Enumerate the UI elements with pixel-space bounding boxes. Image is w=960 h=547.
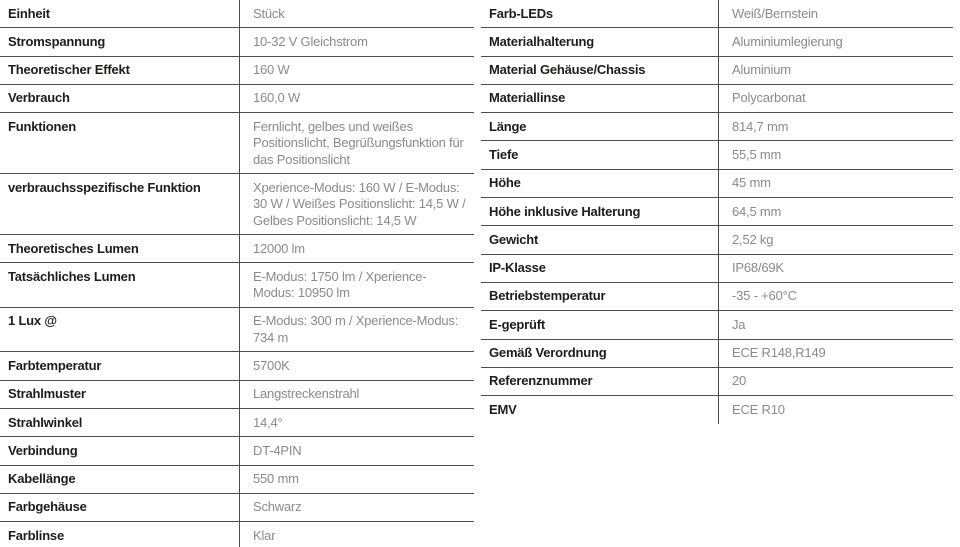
spec-value: E-Modus: 1750 lm / Xperience-Modus: 10950 lm bbox=[239, 263, 474, 307]
spec-row bbox=[0, 0, 474, 28]
spec-row bbox=[481, 85, 953, 113]
spec-label: Betriebstemperatur bbox=[489, 288, 606, 304]
spec-label: Einheit bbox=[8, 5, 50, 21]
spec-value: 160,0 W bbox=[239, 85, 474, 112]
spec-label: Materialhalterung bbox=[489, 33, 594, 49]
spec-label: 1 Lux @ bbox=[8, 313, 57, 329]
spec-row bbox=[0, 466, 474, 494]
spec-row bbox=[0, 409, 474, 437]
spec-label: Farbgehäuse bbox=[8, 499, 87, 515]
spec-label: Farb-LEDs bbox=[489, 5, 553, 21]
spec-label: Höhe inklusive Halterung bbox=[489, 203, 641, 219]
spec-value: E-Modus: 300 m / Xperience-Modus: 734 m bbox=[239, 308, 474, 352]
spec-row bbox=[0, 308, 474, 353]
spec-label: Länge bbox=[489, 118, 527, 134]
spec-label: Referenznummer bbox=[489, 373, 593, 389]
spec-value: ECE R148,R149 bbox=[718, 340, 953, 367]
spec-label: Stromspannung bbox=[8, 33, 106, 49]
spec-label: Gemäß Verordnung bbox=[489, 345, 607, 361]
spec-row bbox=[0, 494, 474, 522]
spec-row bbox=[0, 174, 474, 235]
spec-value: Ja bbox=[718, 311, 953, 338]
spec-value: 55,5 mm bbox=[718, 141, 953, 168]
spec-value: ECE R10 bbox=[718, 396, 953, 424]
spec-row bbox=[481, 311, 953, 339]
spec-row bbox=[0, 522, 474, 547]
spec-value: 14,4° bbox=[239, 409, 474, 436]
spec-value: Langstreckenstrahl bbox=[239, 381, 474, 408]
spec-label: Tatsächliches Lumen bbox=[8, 268, 136, 284]
spec-value: 5700K bbox=[239, 352, 474, 379]
spec-label: EMV bbox=[489, 401, 517, 417]
spec-value: 550 mm bbox=[239, 466, 474, 493]
spec-row bbox=[0, 85, 474, 113]
spec-row bbox=[481, 396, 953, 424]
spec-label: Tiefe bbox=[489, 146, 519, 162]
spec-value: -35 - +60°C bbox=[718, 283, 953, 310]
spec-table-right bbox=[481, 0, 953, 424]
spec-row bbox=[481, 0, 953, 28]
spec-row bbox=[481, 141, 953, 169]
spec-table-left bbox=[0, 0, 474, 547]
spec-row bbox=[481, 28, 953, 56]
spec-row bbox=[481, 198, 953, 226]
spec-row bbox=[0, 263, 474, 308]
spec-value: 2,52 kg bbox=[718, 226, 953, 253]
spec-row bbox=[481, 113, 953, 141]
spec-value: 45 mm bbox=[718, 170, 953, 197]
spec-row bbox=[0, 113, 474, 174]
spec-value: Weiß/Bernstein bbox=[718, 0, 953, 27]
spec-label: Verbrauch bbox=[8, 90, 70, 106]
spec-value: Schwarz bbox=[239, 494, 474, 521]
spec-label: Kabellänge bbox=[8, 471, 76, 487]
spec-value: Aluminium bbox=[718, 57, 953, 84]
spec-value: 10-32 V Gleichstrom bbox=[239, 28, 474, 55]
spec-row bbox=[481, 57, 953, 85]
spec-value: Xperience-Modus: 160 W / E-Modus: 30 W / Weißes Positionslicht: 14,5 W / Gelbes Positionslicht: 14,5 W bbox=[239, 174, 474, 234]
spec-value: 12000 lm bbox=[239, 235, 474, 262]
spec-value: Stück bbox=[239, 0, 474, 27]
spec-label: Farbtemperatur bbox=[8, 357, 102, 373]
spec-label: Theoretisches Lumen bbox=[8, 240, 139, 256]
spec-value: 814,7 mm bbox=[718, 113, 953, 140]
spec-row bbox=[481, 170, 953, 198]
spec-label: Strahlwinkel bbox=[8, 414, 83, 430]
spec-row bbox=[0, 437, 474, 465]
spec-value: 64,5 mm bbox=[718, 198, 953, 225]
spec-label: Strahlmuster bbox=[8, 386, 86, 402]
spec-row bbox=[481, 226, 953, 254]
spec-row bbox=[0, 235, 474, 263]
spec-row bbox=[481, 368, 953, 396]
spec-label: Höhe bbox=[489, 175, 521, 191]
spec-row bbox=[0, 57, 474, 85]
spec-value: Aluminiumlegierung bbox=[718, 28, 953, 55]
spec-row bbox=[481, 340, 953, 368]
spec-label: Farblinse bbox=[8, 527, 64, 543]
spec-label: Verbindung bbox=[8, 442, 78, 458]
spec-label: IP-Klasse bbox=[489, 260, 546, 276]
spec-row bbox=[0, 28, 474, 56]
spec-value: Polycarbonat bbox=[718, 85, 953, 112]
spec-label: E-geprüft bbox=[489, 316, 545, 332]
spec-row bbox=[481, 283, 953, 311]
spec-label: Materiallinse bbox=[489, 90, 566, 106]
spec-label: verbrauchsspezifische Funktion bbox=[8, 179, 201, 195]
spec-value: 20 bbox=[718, 368, 953, 395]
spec-label: Theoretischer Effekt bbox=[8, 62, 130, 78]
spec-row bbox=[0, 381, 474, 409]
spec-label: Funktionen bbox=[8, 118, 77, 134]
spec-value: Klar bbox=[239, 522, 474, 547]
spec-value: DT-4PIN bbox=[239, 437, 474, 464]
spec-value: Fernlicht, gelbes und weißes Positionslicht, Begrüßungsfunktion für das Positionslicht bbox=[239, 113, 474, 173]
spec-value: IP68/69K bbox=[718, 255, 953, 282]
spec-row bbox=[0, 352, 474, 380]
spec-row bbox=[481, 255, 953, 283]
spec-label: Gewicht bbox=[489, 231, 539, 247]
spec-value: 160 W bbox=[239, 57, 474, 84]
spec-label: Material Gehäuse/Chassis bbox=[489, 62, 646, 78]
